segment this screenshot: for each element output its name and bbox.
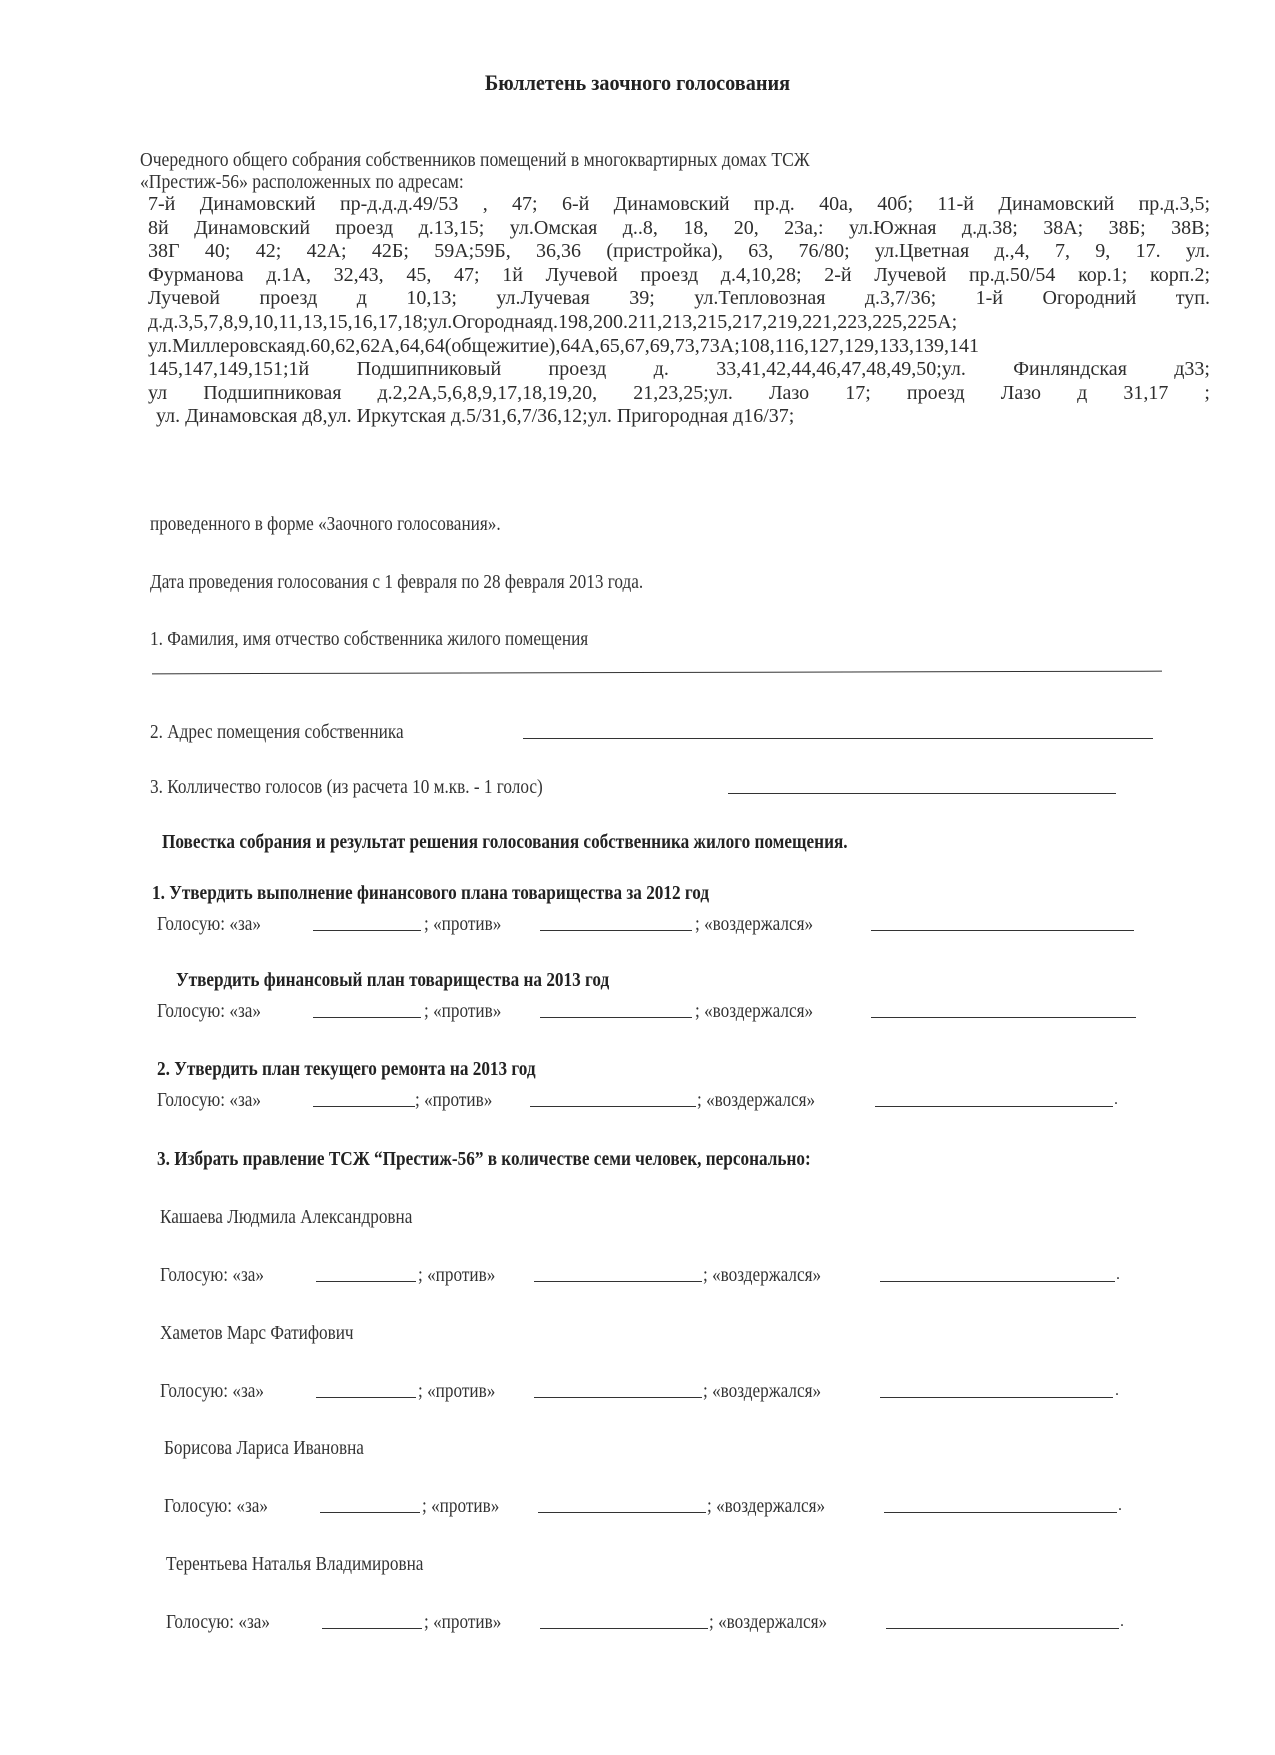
- vote-for-label: Голосую: «за»: [160, 1380, 264, 1402]
- address-list: [148, 193, 1210, 429]
- address-line: 38Г 40; 42; 42А; 42Б; 59А;59Б, 36,36 (пристройка), 63, 76/80; ул.Цветная д.,4, 7, 9, 17. ул.: [148, 240, 1210, 263]
- candidate-name: Кашаева Людмила Александровна: [160, 1206, 413, 1228]
- votes-count-row: [150, 776, 607, 799]
- candidate-name: Борисова Лариса Ивановна: [164, 1437, 364, 1459]
- agenda-item-title: 2. Утвердить план текущего ремонта на 2013 год: [157, 1058, 536, 1080]
- vote-for-input[interactable]: [320, 1496, 420, 1513]
- vote-for-label: Голосую: «за»: [157, 1089, 261, 1111]
- address-line: 8й Динамовский проезд д.13,15; ул.Омская д..8, 18, 20, 23а,: ул.Южная д.д.38; 38А; 38Б; 38В;: [148, 216, 1210, 239]
- candidate-name: Хаметов Марс Фатифович: [160, 1322, 354, 1344]
- vote-against-input[interactable]: [538, 1496, 706, 1513]
- vote-against-label: ; «против»: [424, 1000, 502, 1022]
- vote-for-input[interactable]: [322, 1612, 422, 1629]
- vote-for-label: Голосую: «за»: [157, 1000, 261, 1022]
- address-line: ул. Динамовская д8,ул. Иркутская д.5/31,6,7/36,12;ул. Пригородная д16/37;: [156, 405, 795, 428]
- vote-row: [157, 913, 278, 936]
- vote-abstain-label: ; «воздержался»: [703, 1264, 822, 1286]
- vote-abstain-label: ; «воздержался»: [707, 1495, 826, 1517]
- vote-abstain-input[interactable]: [884, 1496, 1117, 1513]
- vote-for-input[interactable]: [313, 1090, 415, 1107]
- vote-against-input[interactable]: [530, 1090, 696, 1107]
- vote-for-label: Голосую: «за»: [166, 1611, 270, 1633]
- vote-for-input[interactable]: [316, 1381, 416, 1398]
- address-line: 145,147,149,151;1й Подшипниковый проезд д. 33,41,42,44,46,47,48,49,50;ул. Финляндская д33;: [148, 358, 1210, 381]
- vote-against-label: ; «против»: [415, 1089, 493, 1111]
- date-statement: Дата проведения голосования с 1 февраля по 28 февраля 2013 года.: [150, 571, 644, 593]
- vote-against-input[interactable]: [540, 1612, 708, 1629]
- address-line: ул Подшипниковая д.2,2А,5,6,8,9,17,18,19,20, 21,23,25;ул. Лазо 17; проезд Лазо д 31,17 ;: [148, 381, 1210, 404]
- end-mark: .: [1115, 1382, 1119, 1399]
- owner-address-input[interactable]: [523, 722, 1153, 739]
- owner-address-label: 2. Адрес помещения собственника: [150, 721, 404, 743]
- agenda-heading: Повестка собрания и результат решения голосования собственника жилого помещения.: [162, 831, 848, 853]
- agenda-item-title: Утвердить финансовый план товарищества на 2013 год: [176, 969, 610, 991]
- vote-abstain-label: ; «воздержался»: [695, 913, 814, 935]
- candidate-name: Терентьева Наталья Владимировна: [166, 1553, 424, 1575]
- vote-for-label: Голосую: «за»: [160, 1264, 264, 1286]
- address-line: 7-й Динамовский пр-д.д.д.49/53 , 47; 6-й Динамовский пр.д. 40а, 40б; 11-й Динамовский пр.д.3,5;: [148, 193, 1210, 215]
- end-mark: .: [1120, 1613, 1124, 1630]
- vote-abstain-label: ; «воздержался»: [709, 1611, 828, 1633]
- votes-count-label: 3. Колличество голосов (из расчета 10 м.кв. - 1 голос): [150, 776, 543, 798]
- vote-against-input[interactable]: [534, 1381, 702, 1398]
- vote-abstain-input[interactable]: [886, 1612, 1119, 1629]
- address-line: Фурманова д.1А, 32,43, 45, 47; 1й Лучевой проезд д.4,10,28; 2-й Лучевой пр.д.50/54 кор.1; корп.2;: [148, 263, 1210, 286]
- vote-abstain-input[interactable]: [880, 1265, 1115, 1282]
- vote-against-label: ; «против»: [424, 913, 502, 935]
- end-mark: .: [1114, 1091, 1118, 1108]
- vote-abstain-input[interactable]: [871, 914, 1134, 931]
- agenda-item-title: 1. Утвердить выполнение финансового плана товарищества за 2012 год: [152, 882, 710, 904]
- vote-against-input[interactable]: [540, 914, 692, 931]
- vote-for-label: Голосую: «за»: [164, 1495, 268, 1517]
- vote-for-label: Голосую: «за»: [157, 913, 261, 935]
- address-line: ул.Миллеровскаяд.60,62,62А,64,64(общежитие),64А,65,67,69,73,73А;108,116,127,129,133,139,141: [148, 334, 980, 357]
- board-heading: 3. Избрать правление ТСЖ “Престиж-56” в количестве семи человек, персонально:: [157, 1148, 811, 1170]
- address-line: д.д.3,5,7,8,9,10,11,13,15,16,17,18;ул.Огороднаяд.198,200.211,213,215,217,219,221,223,225,225А;: [148, 310, 958, 333]
- vote-abstain-input[interactable]: [880, 1381, 1113, 1398]
- vote-abstain-input[interactable]: [871, 1001, 1136, 1018]
- vote-abstain-label: ; «воздержался»: [703, 1380, 822, 1402]
- end-mark: .: [1116, 1266, 1120, 1283]
- form-statement: проведенного в форме «Заочного голосования».: [150, 513, 501, 535]
- intro-text: [140, 150, 1090, 193]
- vote-for-input[interactable]: [313, 1001, 421, 1018]
- votes-count-input[interactable]: [728, 777, 1116, 794]
- address-line: Лучевой проезд д 10,13; ул.Лучевая 39; ул.Тепловозная д.3,7/36; 1-й Огородний туп.: [148, 287, 1210, 310]
- vote-abstain-input[interactable]: [875, 1090, 1113, 1107]
- vote-against-label: ; «против»: [418, 1380, 496, 1402]
- vote-against-label: ; «против»: [424, 1611, 502, 1633]
- vote-for-input[interactable]: [316, 1265, 416, 1282]
- intro-line: Очередного общего собрания собственников помещений в многоквартирных домах ТСЖ: [140, 149, 810, 171]
- vote-against-label: ; «против»: [422, 1495, 500, 1517]
- intro-line: «Престиж-56» расположенных по адресам:: [140, 170, 464, 193]
- vote-against-input[interactable]: [534, 1265, 702, 1282]
- owner-address-row: [150, 721, 445, 744]
- page-title: Бюллетень заочного голосования: [484, 70, 791, 95]
- vote-abstain-label: ; «воздержался»: [697, 1089, 816, 1111]
- owner-name-input[interactable]: [152, 671, 1162, 675]
- vote-for-input[interactable]: [313, 914, 421, 931]
- vote-against-label: ; «против»: [418, 1264, 496, 1286]
- vote-abstain-label: ; «воздержался»: [695, 1000, 814, 1022]
- end-mark: .: [1118, 1497, 1122, 1514]
- owner-name-label: 1. Фамилия, имя отчество собственника жилого помещения: [150, 628, 589, 650]
- vote-against-input[interactable]: [540, 1001, 692, 1018]
